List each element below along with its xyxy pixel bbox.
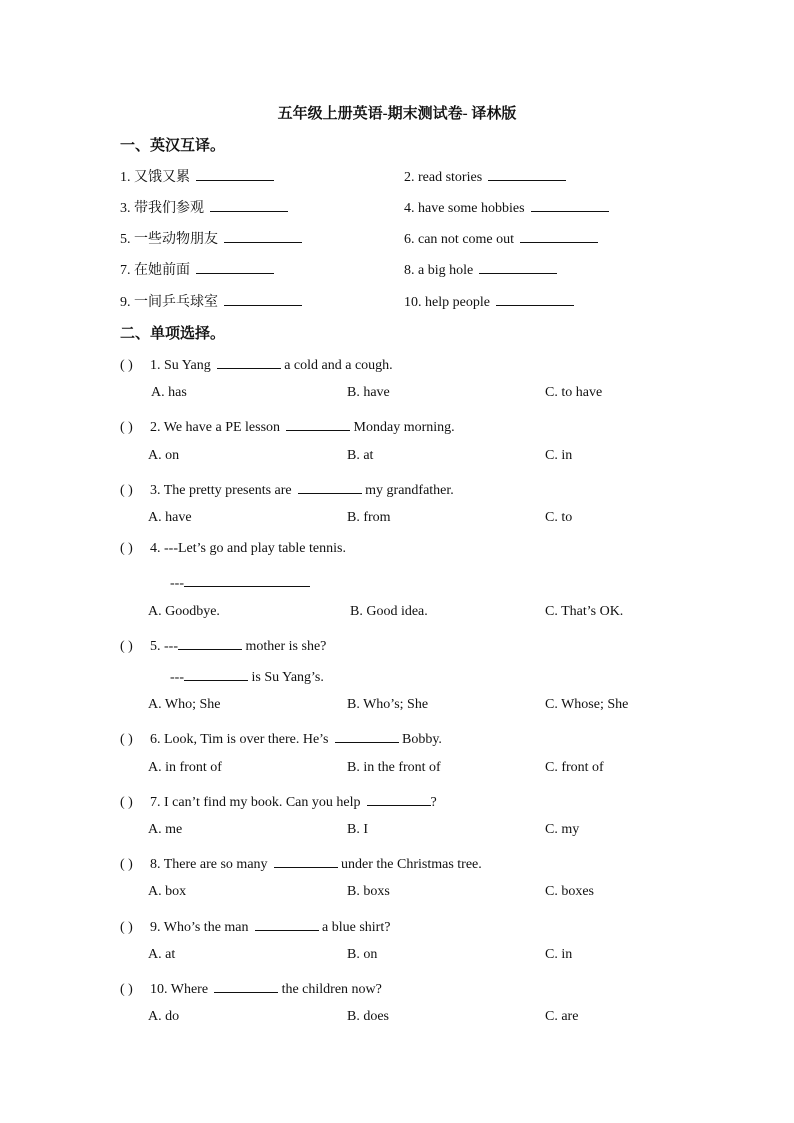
answer-blank [367,791,431,806]
option-b: B. on [347,947,378,962]
answer-blank [224,228,302,243]
option-a: A. have [148,510,192,525]
option-c: C. in [545,448,573,463]
option-b: B. does [347,1009,389,1024]
answer-blank [274,853,338,868]
question-8 [120,853,482,873]
answer-blank [488,166,566,181]
item-text: 7. 在她前面 [120,263,190,278]
option-a: A. on [148,448,180,463]
question-text: ? [430,795,437,810]
answer-blank [178,635,242,650]
reply-text: is Su Yang’s. [251,670,324,685]
question-text: mother is she? [245,639,327,654]
answer-paren: ( ) [120,795,133,810]
option-a: A. do [148,1009,180,1024]
option-b: B. Good idea. [350,604,428,619]
option-a: A. Who; She [148,697,221,712]
question-text: a blue shirt? [322,920,391,935]
option-a: A. box [148,884,187,899]
answer-paren: ( ) [120,358,133,373]
option-c: C. boxes [545,884,594,899]
question-7 [120,791,437,811]
question-text: 1. Su Yang [150,358,211,373]
answer-blank [184,666,248,681]
question-3 [120,479,454,499]
answer-paren: ( ) [120,483,133,498]
answer-blank [531,197,609,212]
question-text: 9. Who’s the man [150,920,249,935]
question-text: 10. Where [150,982,209,997]
question-text: Monday morning. [353,420,455,435]
answer-blank [286,416,350,431]
answer-blank [214,978,278,993]
answer-blank [520,228,598,243]
question-text: 5. --- [150,639,178,654]
translation-item [120,291,302,311]
item-text: 2. read stories [404,170,483,185]
answer-blank [496,291,574,306]
question-text: 3. The pretty presents are [150,483,292,498]
option-a: A. at [148,947,176,962]
option-c: C. to have [545,385,603,400]
reply-dashes: --- [170,670,184,685]
translation-item [404,259,557,279]
page-title: 五年级上册英语-期末测试卷- 译林版 [277,106,517,122]
answer-blank [210,197,288,212]
question-text: 2. We have a PE lesson [150,420,281,435]
option-c: C. That’s OK. [545,604,624,619]
item-text: 5. 一些动物朋友 [120,232,218,247]
translation-item [404,228,598,248]
option-b: B. have [347,385,390,400]
option-b: B. in the front of [347,760,441,775]
question-text: 6. Look, Tim is over there. He’s [150,732,329,747]
question-text: under the Christmas tree. [341,857,482,872]
translation-item [404,166,566,186]
answer-blank [184,572,310,587]
option-a: A. Goodbye. [148,604,220,619]
answer-paren: ( ) [120,639,133,654]
option-a: A. in front of [148,760,222,775]
question-2 [120,416,455,436]
item-text: 9. 一间乒乓球室 [120,295,218,310]
translation-item [120,166,274,186]
question-text: 7. I can’t find my book. Can you help [150,795,361,810]
item-text: 4. have some hobbies [404,201,525,216]
answer-paren: ( ) [120,541,133,556]
answer-blank [479,259,557,274]
option-c: C. in [545,947,573,962]
item-text: 10. help people [404,295,490,310]
answer-blank [224,291,302,306]
answer-paren: ( ) [120,857,133,872]
question-10 [120,978,382,998]
option-a: A. has [151,385,187,400]
answer-paren: ( ) [120,732,133,747]
question-5-reply [170,666,324,686]
translation-item [404,291,574,311]
option-b: B. at [347,448,374,463]
item-text: 1. 又饿又累 [120,170,190,185]
answer-blank [255,916,319,931]
option-c: C. to [545,510,573,525]
question-5 [120,635,326,655]
answer-paren: ( ) [120,420,133,435]
translation-item [404,197,609,217]
option-c: C. are [545,1009,579,1024]
option-c: C. Whose; She [545,697,629,712]
translation-item [120,259,274,279]
translation-item [120,197,288,217]
option-b: B. boxs [347,884,390,899]
question-4 [120,541,346,557]
question-text: my grandfather. [365,483,454,498]
question-6 [120,728,442,748]
question-9 [120,916,390,936]
question-text: Bobby. [402,732,442,747]
question-text: 4. ---Let’s go and play table tennis. [150,541,346,556]
answer-blank [335,728,399,743]
question-4-reply [170,572,310,592]
answer-paren: ( ) [120,982,133,997]
answer-blank [196,166,274,181]
question-text: 8. There are so many [150,857,268,872]
question-text: a cold and a cough. [284,358,393,373]
option-b: B. Who’s; She [347,697,429,712]
section-1-heading: 一、英汉互译。 [120,138,226,154]
item-text: 3. 带我们参观 [120,201,204,216]
option-c: C. my [545,822,580,837]
answer-blank [196,259,274,274]
answer-blank [298,479,362,494]
translation-item [120,228,302,248]
question-1 [120,354,393,374]
option-b: B. from [347,510,391,525]
option-b: B. I [347,822,368,837]
option-c: C. front of [545,760,604,775]
question-text: the children now? [281,982,382,997]
item-text: 8. a big hole [404,263,474,278]
answer-blank [217,354,281,369]
section-2-heading: 二、单项选择。 [120,326,226,342]
item-text: 6. can not come out [404,232,515,247]
answer-paren: ( ) [120,920,133,935]
option-a: A. me [148,822,183,837]
reply-dashes: --- [170,576,184,591]
